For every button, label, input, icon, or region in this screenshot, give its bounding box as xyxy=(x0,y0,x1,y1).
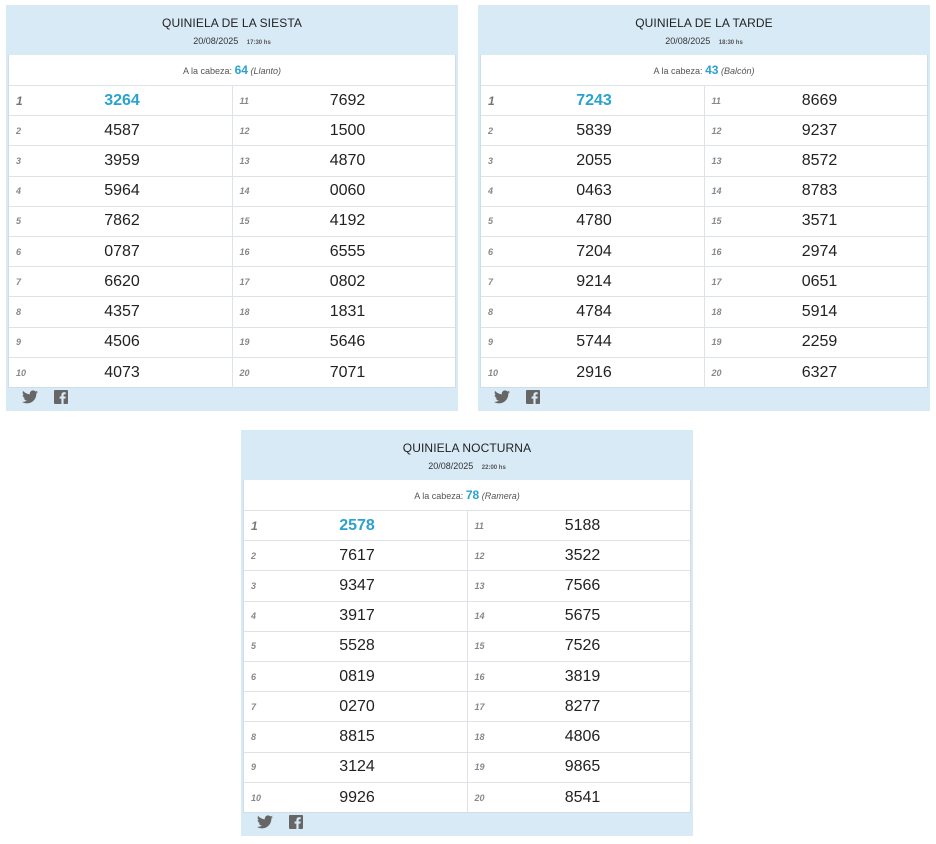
result-number: 2974 xyxy=(801,242,838,260)
result-number: 4073 xyxy=(104,363,140,381)
result-position: 13 xyxy=(474,580,485,591)
result-number: 3124 xyxy=(339,758,375,776)
result-row xyxy=(244,662,467,692)
result-row xyxy=(9,116,232,146)
result-number: 0787 xyxy=(104,242,140,260)
result-number: 0802 xyxy=(329,272,366,290)
result-position: 16 xyxy=(711,246,722,257)
result-row xyxy=(468,632,691,662)
first-prize-number: 7243 xyxy=(576,91,612,109)
result-row xyxy=(244,511,467,541)
cabeza-number: 78 xyxy=(465,488,480,502)
result-number: 4784 xyxy=(576,302,612,320)
result-position: 10 xyxy=(16,367,27,378)
result-position: 14 xyxy=(474,611,485,622)
result-row xyxy=(244,692,467,722)
result-number: 3571 xyxy=(801,212,838,230)
result-position: 12 xyxy=(474,550,485,561)
results-grid xyxy=(9,86,455,388)
result-position: 17 xyxy=(711,276,722,287)
result-position: 15 xyxy=(239,216,250,227)
result-position: 19 xyxy=(239,337,250,348)
result-row xyxy=(481,146,704,176)
results-grid xyxy=(244,511,690,813)
a-la-cabeza xyxy=(244,480,690,511)
result-row xyxy=(468,753,691,783)
result-number: 5914 xyxy=(801,302,838,320)
result-number: 9347 xyxy=(339,576,375,594)
cabeza-meaning-text: Balcón xyxy=(723,66,752,76)
a-la-cabeza xyxy=(9,55,455,86)
result-row xyxy=(9,86,232,116)
result-row xyxy=(233,267,456,297)
result-number: 2916 xyxy=(576,363,612,381)
result-row xyxy=(705,297,928,327)
result-position: 16 xyxy=(474,671,485,682)
result-number: 0060 xyxy=(329,182,366,200)
result-position: 9 xyxy=(16,337,22,348)
result-number: 4806 xyxy=(564,727,601,745)
result-position: 5 xyxy=(488,216,494,227)
result-row xyxy=(481,328,704,358)
result-position: 14 xyxy=(711,186,722,197)
result-row xyxy=(233,177,456,207)
results-column-left xyxy=(244,511,468,813)
result-row xyxy=(468,662,691,692)
twitter-icon[interactable] xyxy=(257,815,273,834)
result-number: 5744 xyxy=(576,333,612,351)
result-row xyxy=(705,237,928,267)
result-row xyxy=(481,86,704,116)
result-position: 10 xyxy=(251,792,262,803)
result-position: 20 xyxy=(239,367,250,378)
result-number: 5839 xyxy=(576,121,612,139)
result-row xyxy=(244,602,467,632)
result-number: 1831 xyxy=(329,302,366,320)
result-position: 6 xyxy=(251,671,257,682)
cabeza-meaning-text: Llanto xyxy=(253,66,278,76)
cabeza-label: A la cabeza: xyxy=(653,66,703,76)
result-row xyxy=(468,722,691,752)
result-position: 18 xyxy=(474,731,485,742)
result-number: 8277 xyxy=(564,697,601,715)
result-number: 5675 xyxy=(564,607,601,625)
result-position: 6 xyxy=(488,246,494,257)
results-grid xyxy=(481,86,927,388)
card-time: 22:00 hs xyxy=(481,465,506,471)
cabeza-meaning-text: Ramera xyxy=(484,491,517,501)
card-date: 20/08/2025 xyxy=(428,461,474,471)
first-prize-number: 3264 xyxy=(104,91,140,109)
result-position: 4 xyxy=(488,186,494,197)
result-row xyxy=(233,328,456,358)
result-position: 7 xyxy=(16,276,22,287)
result-row xyxy=(244,722,467,752)
result-position: 19 xyxy=(711,337,722,348)
card-footer xyxy=(478,388,930,411)
result-number: 7862 xyxy=(104,212,140,230)
result-number: 7526 xyxy=(564,637,601,655)
result-row xyxy=(9,358,232,388)
result-number: 7617 xyxy=(339,546,375,564)
facebook-icon[interactable] xyxy=(54,390,68,409)
result-number: 3522 xyxy=(564,546,601,564)
result-row xyxy=(705,267,928,297)
result-row xyxy=(468,692,691,722)
result-position: 1 xyxy=(16,93,23,108)
result-position: 17 xyxy=(474,701,485,712)
result-row xyxy=(481,116,704,146)
result-number: 5646 xyxy=(329,333,366,351)
result-row xyxy=(468,511,691,541)
result-number: 7692 xyxy=(329,91,366,109)
card-title: QUINIELA NOCTURNA xyxy=(402,441,532,455)
result-number: 0270 xyxy=(339,697,375,715)
result-row xyxy=(705,146,928,176)
result-position: 2 xyxy=(488,125,494,136)
facebook-icon[interactable] xyxy=(526,390,540,409)
cabeza-number: 64 xyxy=(234,63,248,77)
result-position: 7 xyxy=(488,276,494,287)
result-number: 8815 xyxy=(339,727,375,745)
card-time: 17:30 hs xyxy=(246,40,271,46)
result-row xyxy=(705,328,928,358)
result-row xyxy=(9,177,232,207)
result-number: 8572 xyxy=(801,151,838,169)
result-number: 9865 xyxy=(564,758,601,776)
results-column-right xyxy=(233,86,456,388)
result-position: 20 xyxy=(711,367,722,378)
result-row xyxy=(705,207,928,237)
result-position: 3 xyxy=(16,155,22,166)
card-date: 20/08/2025 xyxy=(193,36,239,46)
result-row xyxy=(481,207,704,237)
result-number: 4192 xyxy=(329,212,366,230)
result-number: 4780 xyxy=(576,212,612,230)
result-row xyxy=(468,602,691,632)
result-row xyxy=(468,783,691,813)
result-number: 5964 xyxy=(104,182,140,200)
result-row xyxy=(9,207,232,237)
result-position: 12 xyxy=(239,125,250,136)
result-position: 9 xyxy=(488,337,494,348)
card-header xyxy=(478,5,930,55)
result-row xyxy=(468,541,691,571)
result-position: 9 xyxy=(251,762,257,773)
result-number: 3917 xyxy=(339,607,375,625)
result-row xyxy=(233,297,456,327)
cabeza-label: A la cabeza: xyxy=(183,66,233,76)
result-position: 16 xyxy=(239,246,250,257)
result-number: 1500 xyxy=(329,121,366,139)
card-body xyxy=(243,480,691,813)
result-row xyxy=(233,237,456,267)
twitter-icon[interactable] xyxy=(22,390,38,409)
result-position: 7 xyxy=(251,701,257,712)
result-number: 8783 xyxy=(801,182,838,200)
result-number: 6620 xyxy=(104,272,140,290)
result-row xyxy=(705,358,928,388)
card-footer xyxy=(241,813,693,836)
result-number: 9237 xyxy=(801,121,838,139)
card-body xyxy=(8,55,456,388)
result-number: 6327 xyxy=(801,363,838,381)
cabeza-meaning: (Ramera) xyxy=(481,491,520,501)
card-time: 18:30 hs xyxy=(718,40,743,46)
result-position: 12 xyxy=(711,125,722,136)
result-row xyxy=(9,267,232,297)
result-position: 6 xyxy=(16,246,22,257)
result-position: 2 xyxy=(16,125,22,136)
result-row xyxy=(233,116,456,146)
result-position: 20 xyxy=(474,792,485,803)
result-row xyxy=(244,541,467,571)
result-position: 18 xyxy=(711,306,722,317)
result-number: 4870 xyxy=(329,151,366,169)
result-row xyxy=(705,116,928,146)
result-position: 8 xyxy=(251,731,257,742)
result-position: 18 xyxy=(239,306,250,317)
a-la-cabeza xyxy=(481,55,927,86)
card-date-line xyxy=(478,36,930,46)
result-position: 11 xyxy=(239,95,249,106)
result-position: 2 xyxy=(251,550,257,561)
result-row xyxy=(705,86,928,116)
result-row xyxy=(481,358,704,388)
result-row xyxy=(9,146,232,176)
result-position: 3 xyxy=(251,580,257,591)
cabeza-label: A la cabeza: xyxy=(414,491,464,501)
quiniela-card-nocturna xyxy=(241,430,693,836)
result-row xyxy=(244,753,467,783)
quiniela-card-siesta xyxy=(6,5,458,411)
card-body xyxy=(480,55,928,388)
result-number: 5188 xyxy=(564,516,601,534)
result-number: 9214 xyxy=(576,272,612,290)
result-position: 4 xyxy=(251,611,257,622)
card-date-line xyxy=(241,461,693,471)
result-position: 5 xyxy=(16,216,22,227)
result-number: 3959 xyxy=(104,151,140,169)
result-row xyxy=(233,146,456,176)
result-number: 6555 xyxy=(329,242,366,260)
result-number: 3819 xyxy=(564,667,601,685)
result-number: 2055 xyxy=(576,151,612,169)
results-column-right xyxy=(705,86,928,388)
facebook-icon[interactable] xyxy=(289,815,303,834)
result-position: 4 xyxy=(16,186,22,197)
result-row xyxy=(233,358,456,388)
result-number: 7071 xyxy=(329,363,366,381)
card-date: 20/08/2025 xyxy=(665,36,711,46)
result-number: 0819 xyxy=(339,667,375,685)
result-row xyxy=(481,237,704,267)
card-header xyxy=(241,430,693,480)
result-number: 0651 xyxy=(801,272,838,290)
result-row xyxy=(233,207,456,237)
result-number: 7204 xyxy=(576,242,612,260)
result-number: 0463 xyxy=(576,182,612,200)
result-row xyxy=(9,237,232,267)
result-row xyxy=(468,571,691,601)
result-number: 4587 xyxy=(104,121,140,139)
first-prize-number: 2578 xyxy=(339,516,375,534)
result-position: 13 xyxy=(711,155,722,166)
result-row xyxy=(705,177,928,207)
results-column-left xyxy=(9,86,233,388)
result-position: 8 xyxy=(16,306,22,317)
result-position: 15 xyxy=(474,641,485,652)
card-title: QUINIELA DE LA TARDE xyxy=(635,16,773,30)
result-position: 10 xyxy=(488,367,499,378)
result-number: 2259 xyxy=(801,333,838,351)
result-row xyxy=(481,297,704,327)
result-number: 7566 xyxy=(564,576,601,594)
card-title: QUINIELA DE LA SIESTA xyxy=(162,16,302,30)
result-position: 8 xyxy=(488,306,494,317)
card-footer xyxy=(6,388,458,411)
result-position: 5 xyxy=(251,641,257,652)
result-row xyxy=(233,86,456,116)
results-column-left xyxy=(481,86,705,388)
result-position: 11 xyxy=(474,520,484,531)
result-number: 5528 xyxy=(339,637,375,655)
result-position: 14 xyxy=(239,186,250,197)
result-position: 19 xyxy=(474,762,485,773)
result-row xyxy=(244,783,467,813)
result-position: 13 xyxy=(239,155,250,166)
card-header xyxy=(6,5,458,55)
result-number: 4357 xyxy=(104,302,140,320)
result-row xyxy=(9,328,232,358)
cabeza-meaning: (Balcón) xyxy=(720,66,755,76)
result-number: 9926 xyxy=(339,788,375,806)
result-number: 4506 xyxy=(104,333,140,351)
result-row xyxy=(244,571,467,601)
result-row xyxy=(244,632,467,662)
result-position: 3 xyxy=(488,155,494,166)
result-position: 17 xyxy=(239,276,250,287)
result-position: 11 xyxy=(711,95,721,106)
result-number: 8669 xyxy=(801,91,838,109)
result-row xyxy=(9,297,232,327)
result-position: 1 xyxy=(488,93,495,108)
twitter-icon[interactable] xyxy=(494,390,510,409)
result-position: 1 xyxy=(251,518,258,533)
result-row xyxy=(481,267,704,297)
result-position: 15 xyxy=(711,216,722,227)
cabeza-meaning: (Llanto) xyxy=(250,66,281,76)
quiniela-card-tarde xyxy=(478,5,930,411)
card-date-line xyxy=(6,36,458,46)
result-number: 8541 xyxy=(564,788,601,806)
results-column-right xyxy=(468,511,691,813)
cabeza-number: 43 xyxy=(705,63,719,77)
result-row xyxy=(481,177,704,207)
